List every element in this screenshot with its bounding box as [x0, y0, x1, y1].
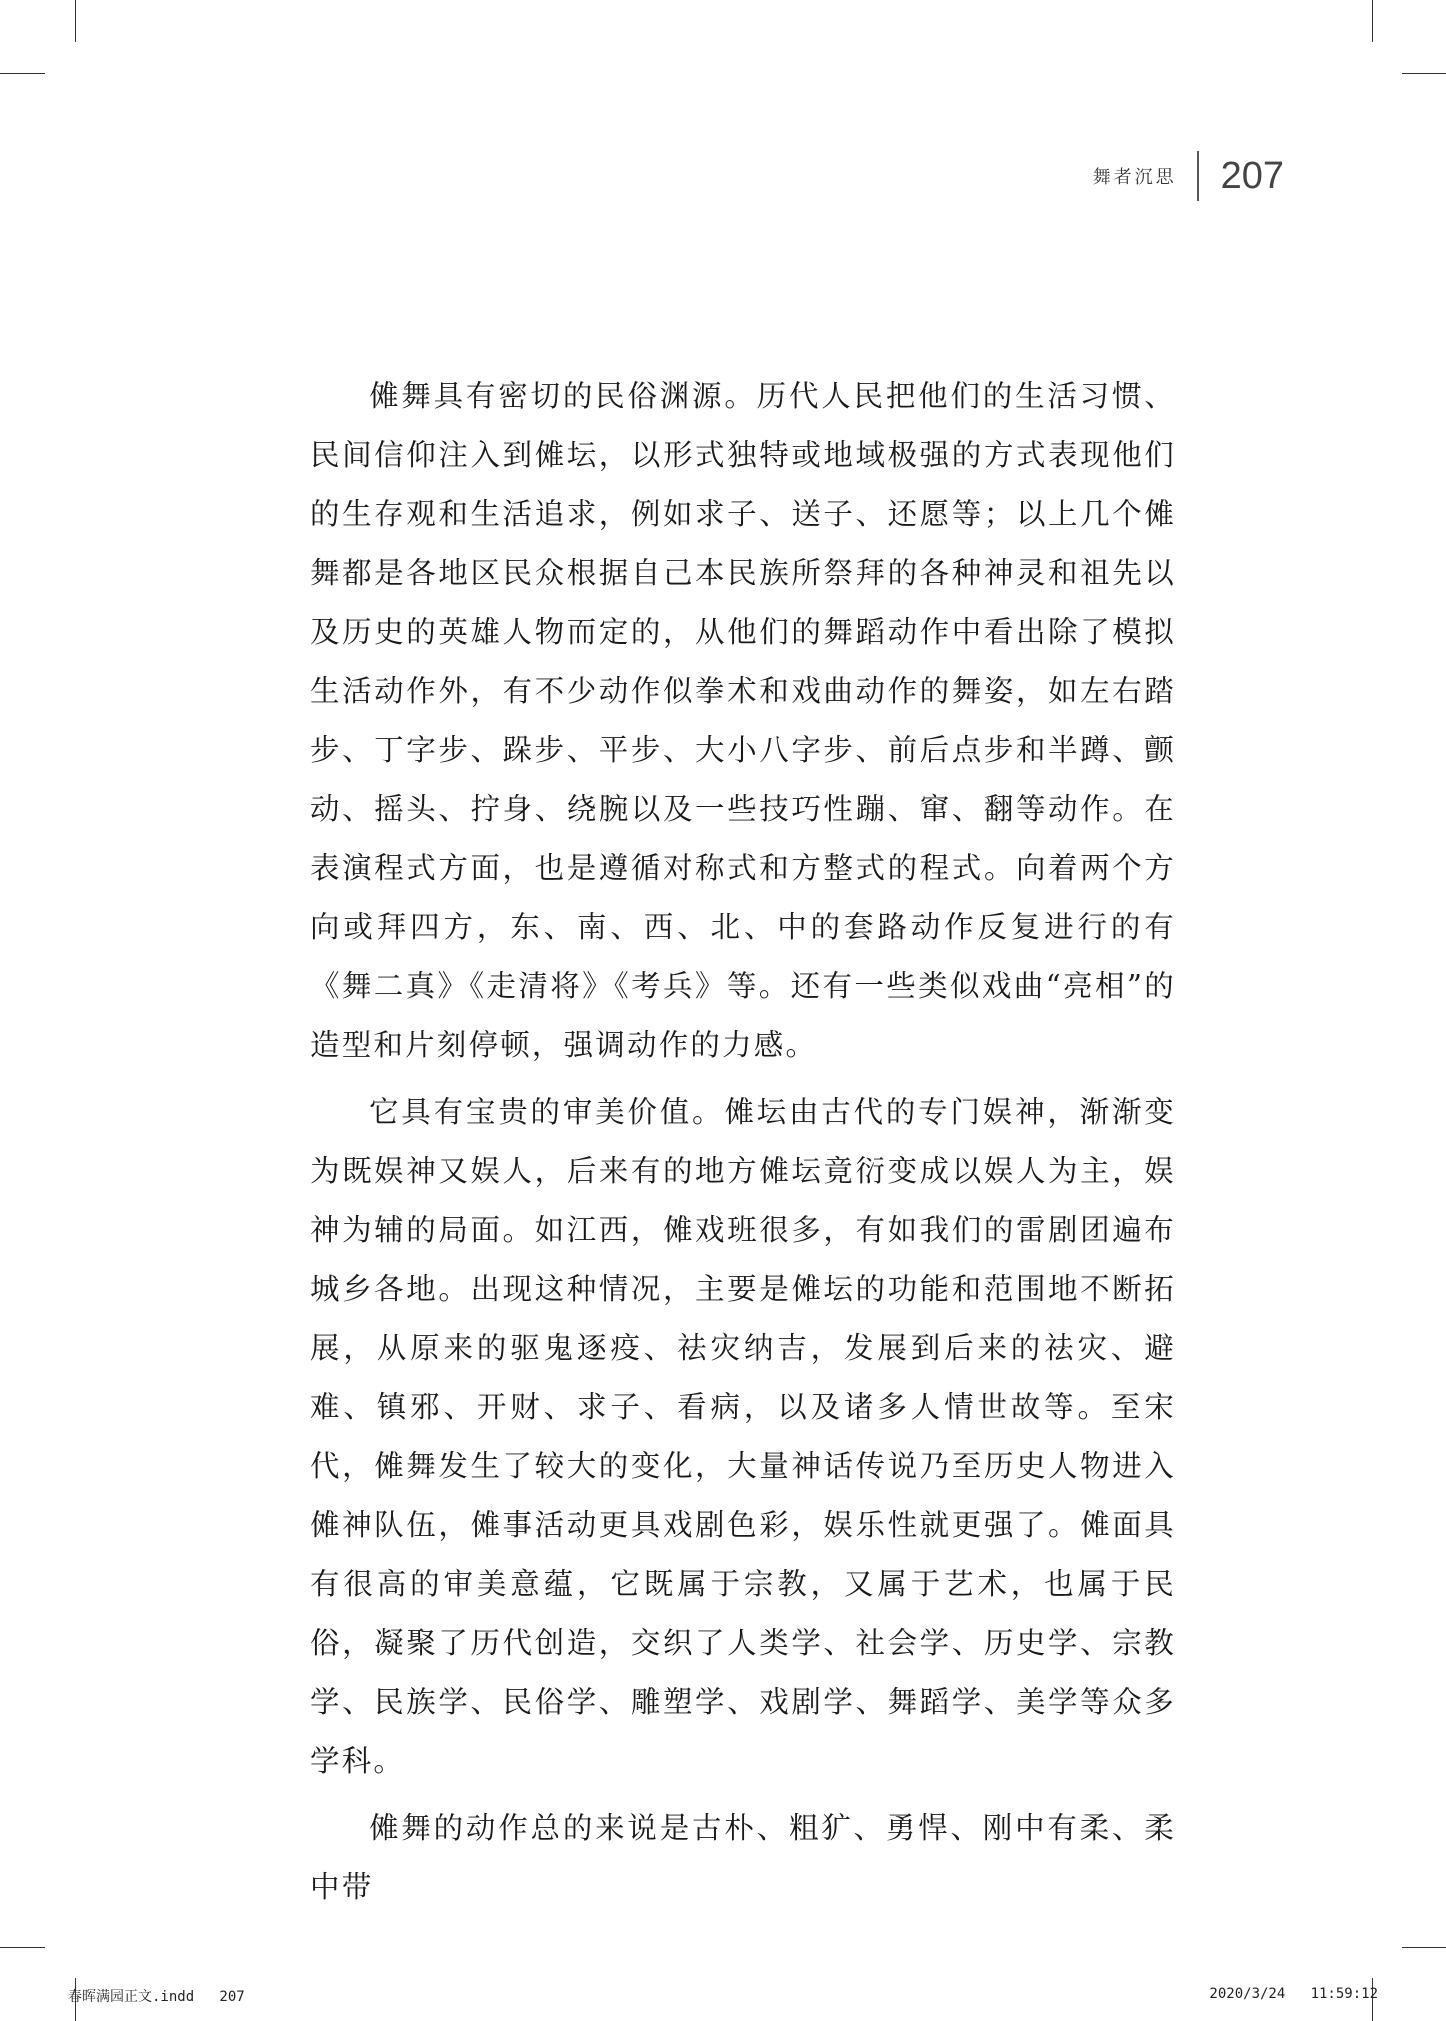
slug-file-info: 春晖满园正文.indd 207: [68, 1989, 245, 2005]
crop-mark: [1372, 0, 1373, 42]
paragraph-1: 傩舞具有密切的民俗渊源。历代人民把他们的生活习惯、民间信仰注入到傩坛，以形式独特或地域极强的方式表现他们的生存观和生活追求，例如求子、送子、还愿等；以上几个傩舞都是各地区民众根据自己本民族所祭拜的各种神灵和祖先以及历史的英雄人物而定的，从他们的舞蹈动作中看出除了模拟生活动作外，有不少动作似拳术和戏曲动作的舞姿，如左右踏步、丁字步、跺步、平步、大小八字步、前后点步和半蹲、颤动、摇头、拧身、绕腕以及一些技巧性蹦、窜、翻等动作。在表演程式方面，也是遵循对称式和方整式的程式。向着两个方向或拜四方，东、南、西、北、中的套路动作反复进行的有《舞二真》《走清将》《考兵》等。还有一些类似戏曲“亮相”的造型和片刻停顿，强调动作的力感。: [310, 379, 1176, 1062]
crop-mark: [0, 73, 45, 74]
slug-datetime: 2020/3/24 11:59:12: [1209, 1986, 1378, 2002]
crop-mark: [0, 1947, 45, 1948]
page-number: 207: [1220, 155, 1284, 197]
crop-mark: [1402, 73, 1446, 74]
running-header: [1093, 150, 1284, 202]
paragraph-3: 傩舞的动作总的来说是古朴、粗犷、勇悍、刚中有柔、柔中带: [310, 1811, 1176, 1904]
crop-mark: [1402, 1947, 1446, 1948]
body-text: [310, 367, 1176, 1917]
paragraph-2: 它具有宝贵的审美价值。傩坛由古代的专门娱神，渐渐变为既娱神又娱人，后来有的地方傩坛竟衍变成以娱人为主，娱神为辅的局面。如江西，傩戏班很多，有如我们的雷剧团遍布城乡各地。出现这种情况，主要是傩坛的功能和范围地不断拓展，从原来的驱鬼逐疫、祛灾纳吉，发展到后来的祛灾、避难、镇邪、开财、求子、看病，以及诸多人情世故等。至宋代，傩舞发生了较大的变化，大量神话传说乃至历史人物进入傩神队伍，傩事活动更具戏剧色彩，娱乐性就更强了。傩面具有很高的审美意蕴，它既属于宗教，又属于艺术，也属于民俗，凝聚了历代创造，交织了人类学、社会学、历史学、宗教学、民族学、民俗学、雕塑学、戏剧学、舞蹈学、美学等众多学科。: [310, 1095, 1176, 1778]
running-title: 舞者沉思: [1092, 167, 1177, 188]
crop-mark: [75, 0, 76, 42]
